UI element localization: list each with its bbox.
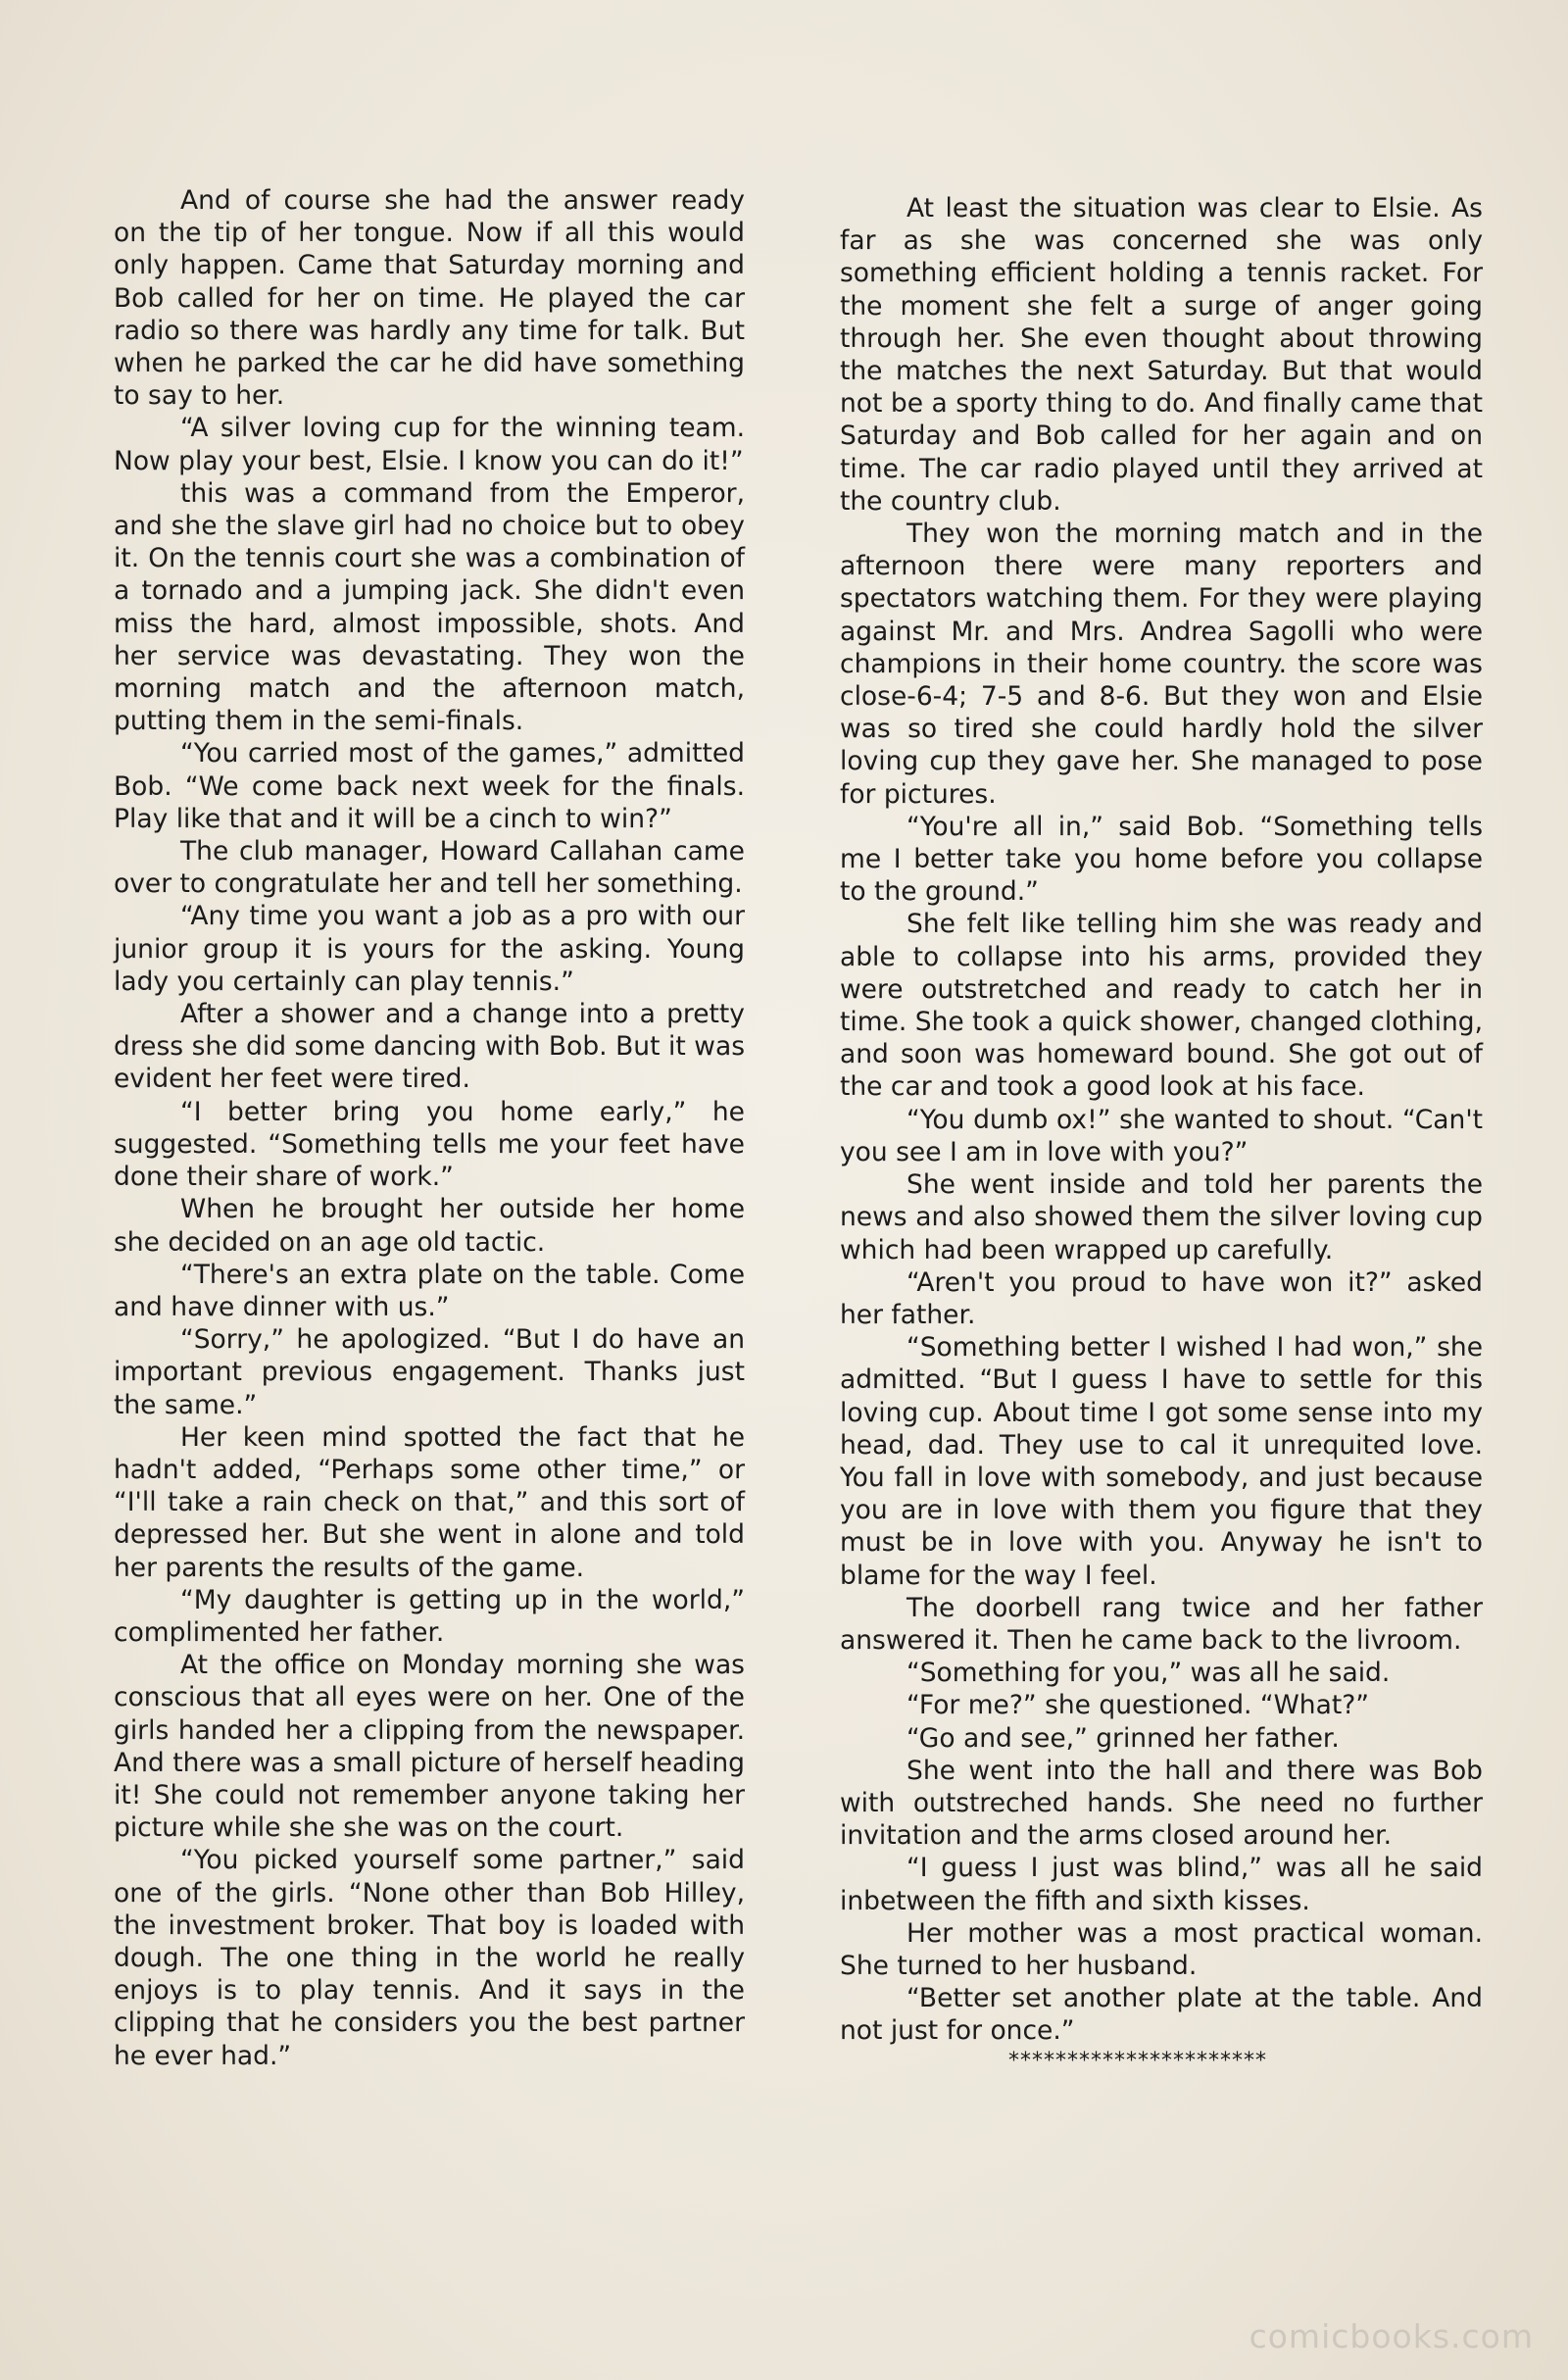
paragraph: And of course she had the answer ready on the tip of her tongue. Now if all this would only happen. Came that Saturday morning and Bob called for her on time. He played the car radio so there was hardly any time for talk. But when he parked the car he did have something to say to her.: [114, 185, 745, 412]
right-text-column: [840, 192, 1483, 2075]
paragraph: “Something for you,” was all he said.: [906, 1658, 1391, 1689]
paragraph: “You carried most of the games,” admitted Bob. “We come back next week for the finals. Play like that and it will be a cinch to win?”: [114, 738, 745, 834]
paragraph: Her mother was a most practical woman. She turned to her husband.: [840, 1917, 1483, 1981]
paragraph: After a shower and a change into a pretty dress she did some dancing with Bob. But it was evident her feet were tired.: [114, 999, 745, 1095]
paragraph: The doorbell rang twice and her father answered it. Then he came back to the livroom.: [840, 1592, 1483, 1656]
paragraph: The club manager, Howard Callahan came over to congratulate her and tell her something.: [114, 836, 745, 900]
paragraph: “Go and see,” grinned her father.: [906, 1722, 1340, 1754]
paragraph: “There's an extra plate on the table. Come and have dinner with us.”: [114, 1259, 745, 1322]
paragraph: Her keen mind spotted the fact that he hadn't added, “Perhaps some other time,” or “I'll take a rain check on that,” and this sort of depressed her. But she went in alone and told her parents the results of the game.: [114, 1421, 745, 1583]
paragraph: “Something better I wished I had won,” she admitted. “But I guess I have to settle for this loving cup. About time I got some sense into my head, dad. They use to cal it unrequited love. You fall in love with somebody, and just because you are in love with them you figure that they must be in love with you. Anyway he isn't to blame for the way I feel.: [840, 1332, 1483, 1591]
paragraph: “You dumb ox!” she wanted to shout. “Can't you see I am in love with you?”: [840, 1104, 1483, 1167]
paragraph: this was a command from the Emperor, and she the slave girl had no choice but to obey it. On the tennis court she was a combination of a tornado and a jumping jack. She didn't even miss the hard, almost impossible, shots. And her service was devastating. They won the morning match and the afternoon match, putting them in the semi-finals.: [114, 477, 745, 737]
paragraph: “For me?” she questioned. “What?”: [906, 1690, 1370, 1721]
paragraph: At least the situation was clear to Elsie. As far as she was concerned she was only something efficient holding a tennis racket. For the moment she felt a surge of anger going through her. She even thought about throwing the matches the next Saturday. But that would not be a sporty thing to do. And finally came that Saturday and Bob called for her again and on time. The car radio played until they arrived at the country club.: [840, 193, 1483, 517]
end-mark: **********************: [1008, 2048, 1267, 2073]
paragraph: “You're all in,” said Bob. “Something tells me I better take you home before you collapse to the ground.”: [840, 811, 1483, 908]
paragraph: “Better set another plate at the table. And not just for once.”: [840, 1983, 1483, 2047]
paragraph: “A silver loving cup for the winning team. Now play your best, Elsie. I know you can do it!”: [114, 413, 745, 476]
paragraph: She felt like telling him she was ready and able to collapse into his arms, provided they were outstretched and ready to catch her in time. She took a quick shower, changed clothing, and soon was homeward bound. She got out of the car and took a good look at his face.: [840, 909, 1483, 1103]
paragraph: “Sorry,” he apologized. “But I do have an important previous engagement. Thanks just the same.”: [114, 1324, 745, 1420]
paragraph: She went inside and told her parents the news and also showed them the silver loving cup which had been wrapped up carefully.: [840, 1169, 1483, 1265]
paragraph: When he brought her outside her home she decided on an age old tactic.: [114, 1194, 745, 1258]
paragraph: “Aren't you proud to have won it?” asked her father.: [840, 1266, 1483, 1330]
paragraph: “I guess I just was blind,” was all he said inbetween the fifth and sixth kisses.: [840, 1853, 1483, 1916]
paragraph: “Any time you want a job as a pro with our junior group it is yours for the asking. Young lady you certainly can play tennis.”: [114, 901, 745, 997]
paragraph: She went into the hall and there was Bob with outstreched hands. She need no further invitation and the arms closed around her.: [840, 1755, 1483, 1852]
paragraph: “My daughter is getting up in the world,” complimented her father.: [114, 1584, 745, 1648]
paragraph: At the office on Monday morning she was conscious that all eyes were on her. One of the girls handed her a clipping from the newspaper. And there was a small picture of herself heading it! She could not remember anyone taking her picture while she she was on the court.: [114, 1650, 745, 1844]
watermark: comicbooks.com: [1249, 2317, 1534, 2355]
paragraph: “You picked yourself some partner,” said one of the girls. “None other than Bob Hilley, the investment broker. That boy is loaded with dough. The one thing in the world he really enjoys is to play tennis. And it says in the clipping that he considers you the best partner he ever had.”: [114, 1845, 745, 2071]
left-text-column: [114, 184, 745, 2072]
paragraph: They won the morning match and in the afternoon there were many reporters and spectators watching them. For they were playing against Mr. and Mrs. Andrea Sagolli who were champions in their home country. the score was close-6-4; 7-5 and 8-6. But they won and Elsie was so tired she could hardly hold the silver loving cup they gave her. She managed to pose for pictures.: [840, 519, 1483, 810]
paragraph: “I better bring you home early,” he suggested. “Something tells me your feet have done their share of work.”: [114, 1096, 745, 1193]
